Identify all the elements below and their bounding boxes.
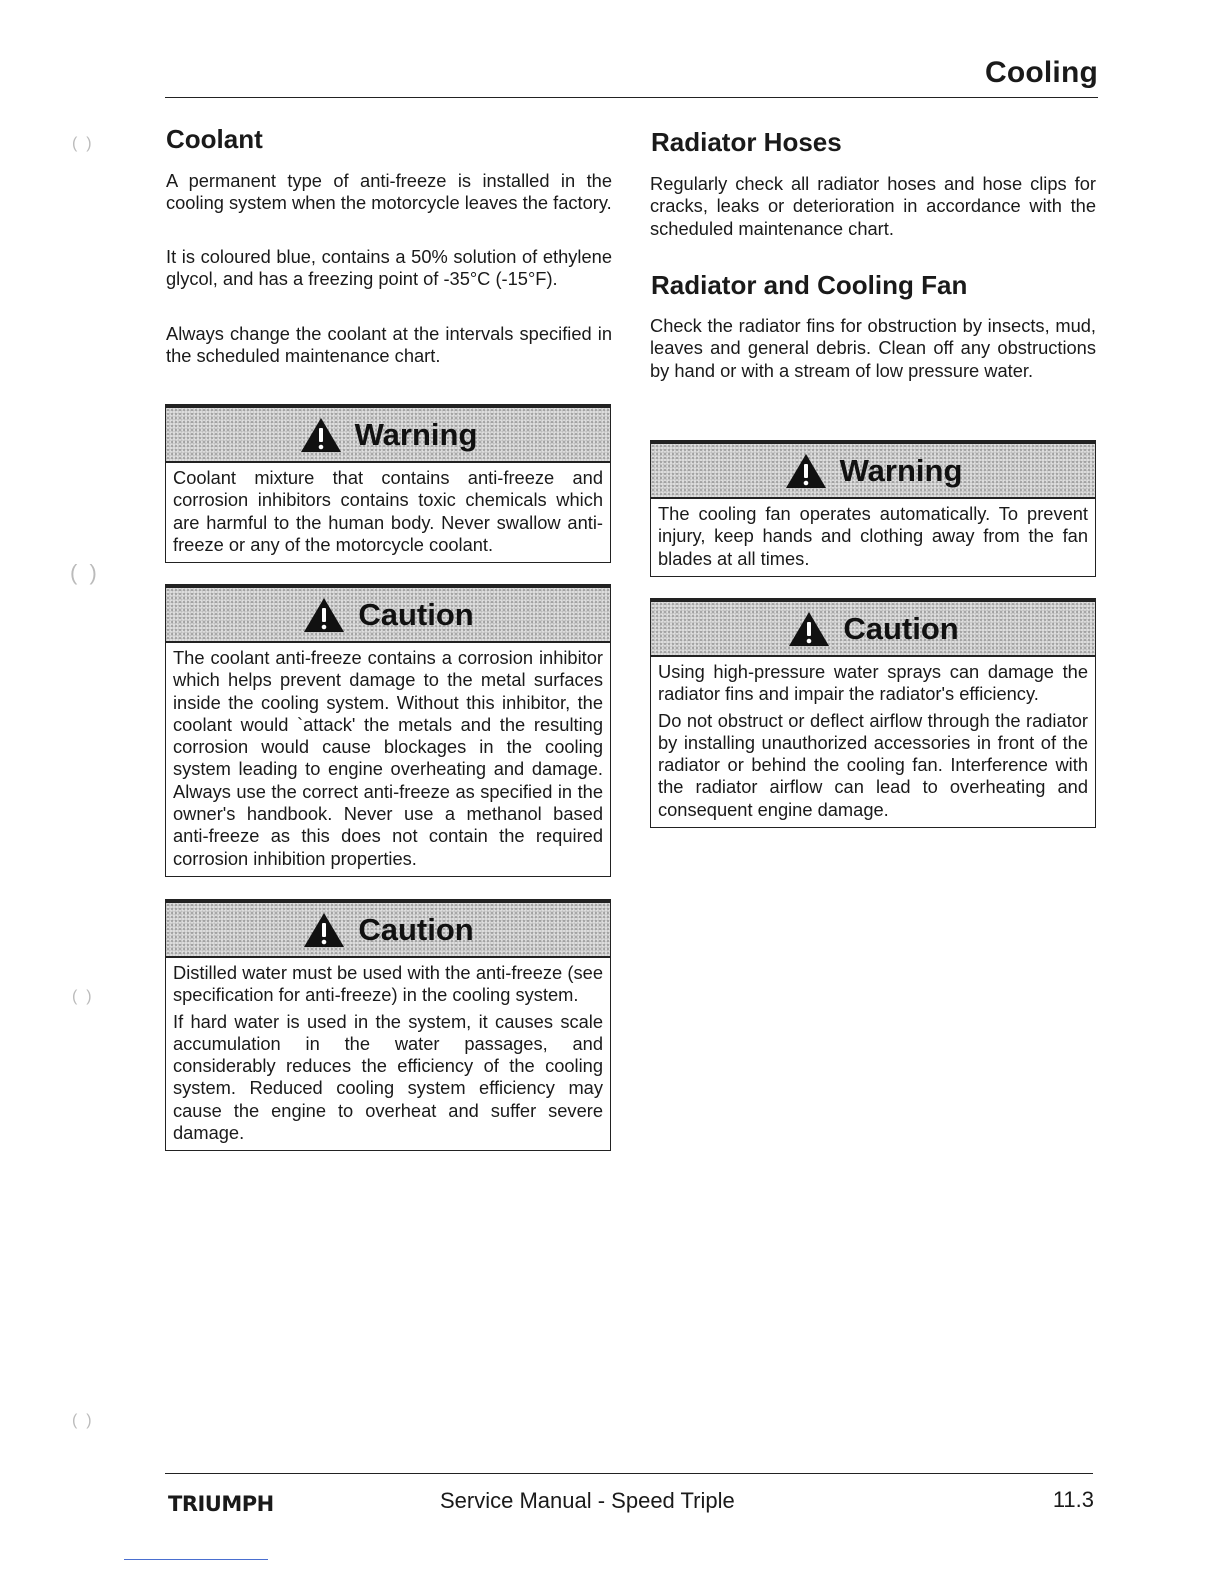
caution-header [651, 599, 1095, 657]
caution-header [166, 585, 610, 643]
caution-text-1: Distilled water must be used with the anti-freeze (see specification for anti-freeze) in the cooling system. [173, 962, 603, 1006]
radiator-fan-heading: Radiator and Cooling Fan [651, 270, 968, 300]
coolant-paragraph-3: Always change the coolant at the intervals specified in the scheduled maintenance chart. [166, 323, 612, 367]
warning-text: Coolant mixture that contains anti-freeze and corrosion inhibitors contains toxic chemicals which are harmful to the human body. Never swallow anti-freeze or any of the motorcycle coolant. [173, 467, 603, 555]
fan-warning-box [650, 440, 1096, 577]
caution-label: Caution [843, 610, 959, 646]
binder-hole-mark: ( ) [70, 560, 97, 585]
coolant-paragraph-1: A permanent type of anti-freeze is installed in the cooling system when the motorcycle leaves the factory. [166, 170, 612, 214]
coolant-warning-box [165, 404, 611, 563]
footer-manual-title: Service Manual - Speed Triple [440, 1488, 735, 1513]
distilled-water-caution-box [165, 899, 611, 1151]
caution-triangle-icon [787, 610, 831, 648]
caution-header [166, 900, 610, 958]
caution-text: The coolant anti-freeze contains a corrosion inhibitor which helps prevent damage to the metal surfaces inside the cooling system. Without this inhibitor, the coolant would `attack' the metals and the resulting corrosion would cause blockages in the cooling system leading to engine overheating and damage. Always use the correct anti-freeze as specified in the owner's handbook. Never use a methanol based anti-freeze as this does not contain the required corrosion inhibition properties. [173, 647, 603, 869]
warning-header [651, 441, 1095, 499]
coolant-caution-box [165, 584, 611, 877]
binder-hole-mark: ( ) [72, 135, 92, 152]
page-number: 11.3 [1052, 1487, 1094, 1512]
page-title: Cooling [984, 56, 1098, 89]
warning-triangle-icon [299, 416, 343, 454]
caution-text-2: If hard water is used in the system, it causes scale accumulation in the water passages, and considerably reduces the efficiency of the cooling system. Reduced cooling system efficiency may cause the engine to overheat and suffer severe damage. [173, 1010, 603, 1144]
warning-label: Warning [839, 452, 963, 488]
footer-rule [165, 1473, 1093, 1474]
binder-hole-mark: ( ) [72, 1412, 92, 1429]
coolant-heading: Coolant [166, 124, 263, 154]
caution-triangle-icon [302, 911, 346, 949]
radiator-caution-box [650, 598, 1096, 828]
warning-text: The cooling fan operates automatically. To prevent injury, keep hands and clothing away from the fan blades at all times. [658, 503, 1088, 569]
binder-hole-mark: ( ) [72, 988, 92, 1005]
caution-text-2: Do not obstruct or deflect airflow through the radiator by installing unauthorized accessories in front of the radiator or behind the cooling fan. Interference with the radiator airflow can lead to overheating and consequent engine damage. [658, 709, 1088, 820]
caution-label: Caution [358, 911, 474, 947]
warning-header [166, 405, 610, 463]
triumph-logo: TRIUMPH [168, 1492, 274, 1516]
warning-triangle-icon [784, 452, 828, 490]
header-rule [165, 97, 1098, 98]
warning-label: Warning [354, 416, 478, 452]
caution-label: Caution [358, 596, 474, 632]
coolant-paragraph-2: It is coloured blue, contains a 50% solution of ethylene glycol, and has a freezing point of -35°C (-15°F). [166, 246, 612, 290]
radiator-hoses-paragraph: Regularly check all radiator hoses and hose clips for cracks, leaks or deterioration in accordance with the scheduled maintenance chart. [650, 173, 1096, 239]
radiator-fan-paragraph: Check the radiator fins for obstruction by insects, mud, leaves and general debris. Clean off any obstructions by hand or with a stream of low pressure water. [650, 315, 1096, 381]
caution-text-1: Using high-pressure water sprays can damage the radiator fins and impair the radiator's efficiency. [658, 661, 1088, 705]
scan-underline [124, 1559, 268, 1560]
caution-triangle-icon [302, 596, 346, 634]
radiator-hoses-heading: Radiator Hoses [651, 127, 842, 157]
